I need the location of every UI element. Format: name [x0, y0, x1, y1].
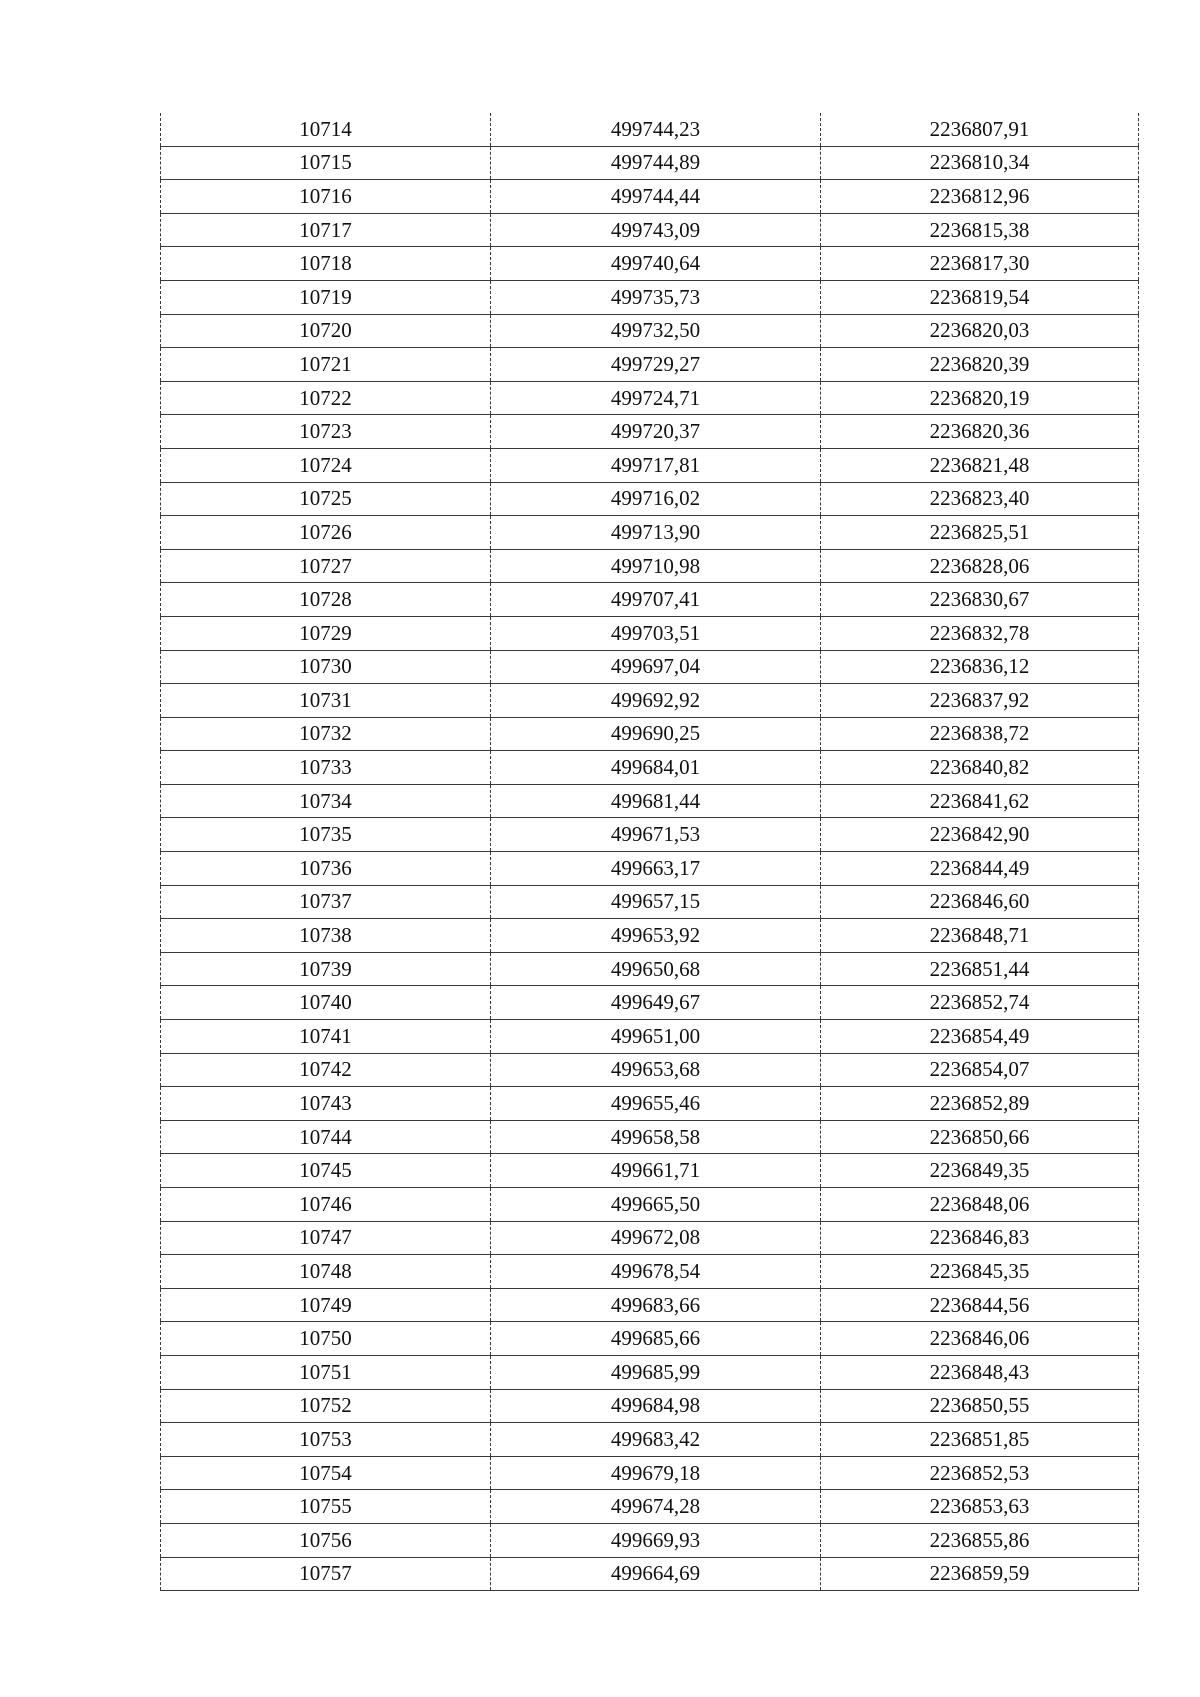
y-coordinate-cell: 2236844,56: [821, 1288, 1139, 1322]
table-row: [161, 314, 1139, 348]
table-row: [161, 684, 1139, 718]
x-coordinate-cell: 499707,41: [491, 583, 821, 617]
point-number-cell: 10740: [161, 986, 491, 1020]
table-row: [161, 1087, 1139, 1121]
point-number-cell: 10751: [161, 1355, 491, 1389]
table-row: [161, 1456, 1139, 1490]
y-coordinate-cell: 2236846,83: [821, 1221, 1139, 1255]
x-coordinate-cell: 499735,73: [491, 280, 821, 314]
x-coordinate-cell: 499740,64: [491, 247, 821, 281]
point-number-cell: 10721: [161, 348, 491, 382]
point-number-cell: 10717: [161, 213, 491, 247]
table-row: [161, 180, 1139, 214]
x-coordinate-cell: 499720,37: [491, 415, 821, 449]
table-row: [161, 280, 1139, 314]
y-coordinate-cell: 2236823,40: [821, 482, 1139, 516]
table-row: [161, 751, 1139, 785]
x-coordinate-cell: 499692,92: [491, 684, 821, 718]
point-number-cell: 10737: [161, 885, 491, 919]
x-coordinate-cell: 499744,44: [491, 180, 821, 214]
y-coordinate-cell: 2236820,19: [821, 381, 1139, 415]
table-row: [161, 1322, 1139, 1356]
table-row: [161, 1020, 1139, 1054]
point-number-cell: 10719: [161, 280, 491, 314]
table-row: [161, 852, 1139, 886]
x-coordinate-cell: 499671,53: [491, 818, 821, 852]
y-coordinate-cell: 2236841,62: [821, 784, 1139, 818]
x-coordinate-cell: 499669,93: [491, 1523, 821, 1557]
x-coordinate-cell: 499717,81: [491, 448, 821, 482]
x-coordinate-cell: 499732,50: [491, 314, 821, 348]
point-number-cell: 10716: [161, 180, 491, 214]
x-coordinate-cell: 499653,68: [491, 1053, 821, 1087]
y-coordinate-cell: 2236854,49: [821, 1020, 1139, 1054]
table-row: [161, 482, 1139, 516]
point-number-cell: 10725: [161, 482, 491, 516]
table-row: [161, 448, 1139, 482]
table-row: [161, 1490, 1139, 1524]
point-number-cell: 10748: [161, 1255, 491, 1289]
y-coordinate-cell: 2236846,60: [821, 885, 1139, 919]
x-coordinate-cell: 499690,25: [491, 717, 821, 751]
point-number-cell: 10754: [161, 1456, 491, 1490]
point-number-cell: 10755: [161, 1490, 491, 1524]
point-number-cell: 10744: [161, 1120, 491, 1154]
coordinates-table: [160, 113, 1139, 1591]
table-row: [161, 1188, 1139, 1222]
point-number-cell: 10741: [161, 1020, 491, 1054]
x-coordinate-cell: 499665,50: [491, 1188, 821, 1222]
point-number-cell: 10727: [161, 549, 491, 583]
point-number-cell: 10750: [161, 1322, 491, 1356]
point-number-cell: 10729: [161, 616, 491, 650]
y-coordinate-cell: 2236821,48: [821, 448, 1139, 482]
y-coordinate-cell: 2236832,78: [821, 616, 1139, 650]
y-coordinate-cell: 2236830,67: [821, 583, 1139, 617]
point-number-cell: 10722: [161, 381, 491, 415]
y-coordinate-cell: 2236848,71: [821, 919, 1139, 953]
x-coordinate-cell: 499655,46: [491, 1087, 821, 1121]
table-row: [161, 1355, 1139, 1389]
y-coordinate-cell: 2236817,30: [821, 247, 1139, 281]
point-number-cell: 10720: [161, 314, 491, 348]
y-coordinate-cell: 2236853,63: [821, 1490, 1139, 1524]
x-coordinate-cell: 499674,28: [491, 1490, 821, 1524]
y-coordinate-cell: 2236820,03: [821, 314, 1139, 348]
y-coordinate-cell: 2236838,72: [821, 717, 1139, 751]
y-coordinate-cell: 2236851,85: [821, 1423, 1139, 1457]
table-row: [161, 717, 1139, 751]
y-coordinate-cell: 2236850,55: [821, 1389, 1139, 1423]
table-row: [161, 818, 1139, 852]
table-row: [161, 1423, 1139, 1457]
y-coordinate-cell: 2236836,12: [821, 650, 1139, 684]
table-row: [161, 1154, 1139, 1188]
x-coordinate-cell: 499679,18: [491, 1456, 821, 1490]
x-coordinate-cell: 499744,23: [491, 113, 821, 146]
table-row: [161, 616, 1139, 650]
coordinates-table-body: [161, 113, 1139, 1591]
table-row: [161, 247, 1139, 281]
x-coordinate-cell: 499664,69: [491, 1557, 821, 1591]
table-row: [161, 213, 1139, 247]
y-coordinate-cell: 2236850,66: [821, 1120, 1139, 1154]
x-coordinate-cell: 499650,68: [491, 952, 821, 986]
table-row: [161, 1288, 1139, 1322]
point-number-cell: 10739: [161, 952, 491, 986]
x-coordinate-cell: 499724,71: [491, 381, 821, 415]
point-number-cell: 10757: [161, 1557, 491, 1591]
x-coordinate-cell: 499663,17: [491, 852, 821, 886]
table-row: [161, 885, 1139, 919]
x-coordinate-cell: 499657,15: [491, 885, 821, 919]
point-number-cell: 10714: [161, 113, 491, 146]
point-number-cell: 10749: [161, 1288, 491, 1322]
point-number-cell: 10735: [161, 818, 491, 852]
y-coordinate-cell: 2236855,86: [821, 1523, 1139, 1557]
x-coordinate-cell: 499658,58: [491, 1120, 821, 1154]
table-row: [161, 583, 1139, 617]
y-coordinate-cell: 2236812,96: [821, 180, 1139, 214]
point-number-cell: 10734: [161, 784, 491, 818]
point-number-cell: 10738: [161, 919, 491, 953]
x-coordinate-cell: 499697,04: [491, 650, 821, 684]
y-coordinate-cell: 2236852,53: [821, 1456, 1139, 1490]
table-row: [161, 146, 1139, 180]
x-coordinate-cell: 499716,02: [491, 482, 821, 516]
point-number-cell: 10724: [161, 448, 491, 482]
table-row: [161, 113, 1139, 146]
point-number-cell: 10752: [161, 1389, 491, 1423]
y-coordinate-cell: 2236810,34: [821, 146, 1139, 180]
x-coordinate-cell: 499703,51: [491, 616, 821, 650]
point-number-cell: 10731: [161, 684, 491, 718]
table-row: [161, 348, 1139, 382]
point-number-cell: 10742: [161, 1053, 491, 1087]
y-coordinate-cell: 2236825,51: [821, 516, 1139, 550]
point-number-cell: 10745: [161, 1154, 491, 1188]
table-row: [161, 784, 1139, 818]
y-coordinate-cell: 2236854,07: [821, 1053, 1139, 1087]
y-coordinate-cell: 2236837,92: [821, 684, 1139, 718]
y-coordinate-cell: 2236820,39: [821, 348, 1139, 382]
table-row: [161, 1389, 1139, 1423]
point-number-cell: 10736: [161, 852, 491, 886]
x-coordinate-cell: 499710,98: [491, 549, 821, 583]
table-row: [161, 1053, 1139, 1087]
table-row: [161, 516, 1139, 550]
point-number-cell: 10728: [161, 583, 491, 617]
y-coordinate-cell: 2236848,06: [821, 1188, 1139, 1222]
point-number-cell: 10746: [161, 1188, 491, 1222]
point-number-cell: 10753: [161, 1423, 491, 1457]
y-coordinate-cell: 2236852,89: [821, 1087, 1139, 1121]
x-coordinate-cell: 499681,44: [491, 784, 821, 818]
y-coordinate-cell: 2236851,44: [821, 952, 1139, 986]
point-number-cell: 10715: [161, 146, 491, 180]
point-number-cell: 10743: [161, 1087, 491, 1121]
x-coordinate-cell: 499685,99: [491, 1355, 821, 1389]
table-row: [161, 986, 1139, 1020]
y-coordinate-cell: 2236807,91: [821, 113, 1139, 146]
table-row: [161, 1221, 1139, 1255]
x-coordinate-cell: 499661,71: [491, 1154, 821, 1188]
y-coordinate-cell: 2236844,49: [821, 852, 1139, 886]
x-coordinate-cell: 499651,00: [491, 1020, 821, 1054]
point-number-cell: 10733: [161, 751, 491, 785]
table-row: [161, 381, 1139, 415]
x-coordinate-cell: 499744,89: [491, 146, 821, 180]
y-coordinate-cell: 2236852,74: [821, 986, 1139, 1020]
table-row: [161, 1523, 1139, 1557]
x-coordinate-cell: 499729,27: [491, 348, 821, 382]
table-row: [161, 1120, 1139, 1154]
point-number-cell: 10747: [161, 1221, 491, 1255]
point-number-cell: 10718: [161, 247, 491, 281]
y-coordinate-cell: 2236848,43: [821, 1355, 1139, 1389]
x-coordinate-cell: 499685,66: [491, 1322, 821, 1356]
x-coordinate-cell: 499683,66: [491, 1288, 821, 1322]
x-coordinate-cell: 499684,01: [491, 751, 821, 785]
point-number-cell: 10756: [161, 1523, 491, 1557]
table-row: [161, 1557, 1139, 1591]
table-row: [161, 952, 1139, 986]
point-number-cell: 10730: [161, 650, 491, 684]
y-coordinate-cell: 2236849,35: [821, 1154, 1139, 1188]
y-coordinate-cell: 2236815,38: [821, 213, 1139, 247]
x-coordinate-cell: 499713,90: [491, 516, 821, 550]
table-row: [161, 919, 1139, 953]
y-coordinate-cell: 2236846,06: [821, 1322, 1139, 1356]
table-row: [161, 549, 1139, 583]
y-coordinate-cell: 2236828,06: [821, 549, 1139, 583]
y-coordinate-cell: 2236840,82: [821, 751, 1139, 785]
y-coordinate-cell: 2236819,54: [821, 280, 1139, 314]
table-row: [161, 415, 1139, 449]
table-row: [161, 650, 1139, 684]
y-coordinate-cell: 2236859,59: [821, 1557, 1139, 1591]
x-coordinate-cell: 499649,67: [491, 986, 821, 1020]
x-coordinate-cell: 499678,54: [491, 1255, 821, 1289]
point-number-cell: 10726: [161, 516, 491, 550]
x-coordinate-cell: 499684,98: [491, 1389, 821, 1423]
x-coordinate-cell: 499653,92: [491, 919, 821, 953]
y-coordinate-cell: 2236842,90: [821, 818, 1139, 852]
x-coordinate-cell: 499743,09: [491, 213, 821, 247]
point-number-cell: 10732: [161, 717, 491, 751]
y-coordinate-cell: 2236820,36: [821, 415, 1139, 449]
y-coordinate-cell: 2236845,35: [821, 1255, 1139, 1289]
table-row: [161, 1255, 1139, 1289]
x-coordinate-cell: 499683,42: [491, 1423, 821, 1457]
point-number-cell: 10723: [161, 415, 491, 449]
x-coordinate-cell: 499672,08: [491, 1221, 821, 1255]
